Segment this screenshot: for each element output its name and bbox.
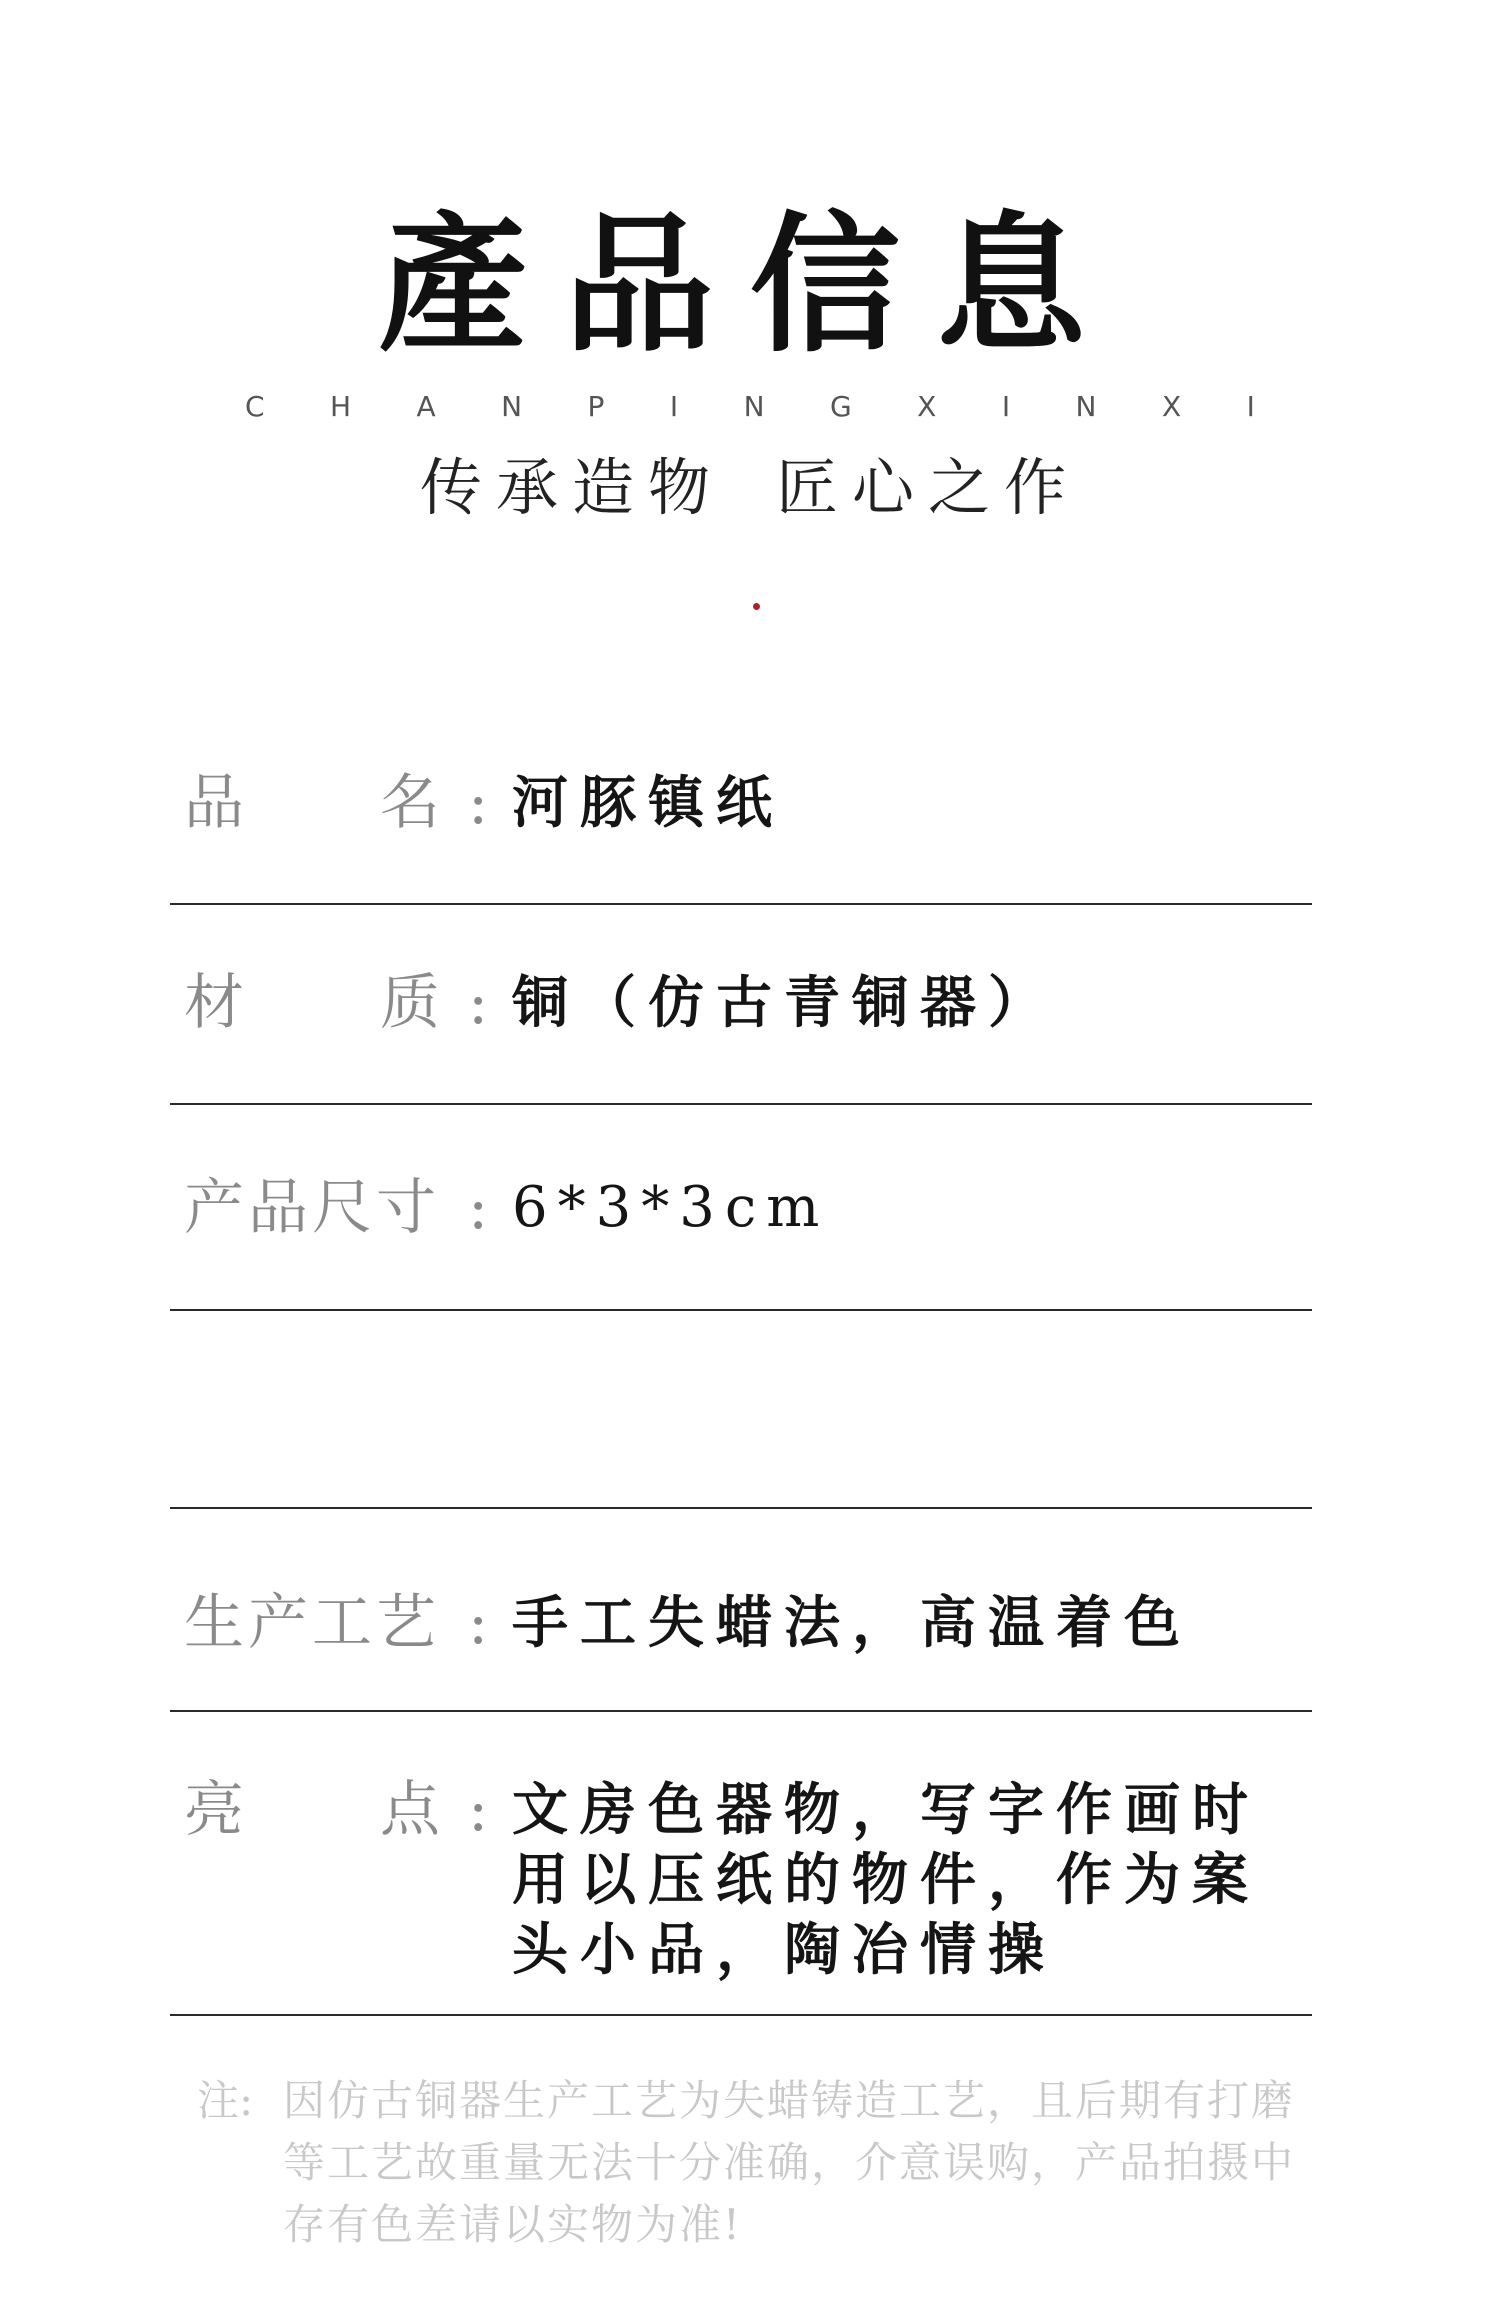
slogan-left: 传承造物 [419,451,724,524]
label-text: 生产工艺 [184,1588,440,1658]
pinyin-letter: I [669,390,679,423]
label-char: 名 [380,768,440,838]
pinyin-letter: A [416,390,436,423]
pinyin-letter: G [830,390,852,423]
pinyin-letter: I [1001,390,1011,423]
pinyin-letter: I [1246,390,1255,423]
label-char: 材 [184,968,244,1038]
row-value-material: 铜（仿古青铜器） [512,970,1056,1036]
label-char: 点 [380,1775,440,1845]
label-colon: : [468,1588,489,1658]
accent-dot [752,602,762,612]
row-value-size: 6*3*3cm [512,1175,830,1240]
row-divider [170,1103,1312,1105]
label-colon: : [468,768,489,838]
label-char: 质 [380,968,440,1038]
row-value-craft: 手工失蜡法，高温着色 [512,1590,1192,1656]
row-value-highlight: 文房色器物，写字作画时用以压纸的物件，作为案头小品，陶冶情操 [512,1777,1260,1983]
pinyin-letter: N [743,390,765,423]
label-text: 产品尺寸 [184,1173,440,1243]
row-divider [170,1710,1312,1712]
pinyin-letter: H [330,390,352,423]
row-divider [170,1507,1312,1509]
label-char: 亮 [184,1775,244,1845]
pinyin-letter: X [917,390,937,423]
note-text: 因仿古铜器生产工艺为失蜡铸造工艺，且后期有打磨等工艺故重量无法十分准确，介意误购，产品拍摄中存有色差请以实物为准! [283,2076,1296,2249]
row-divider [170,1309,1312,1311]
slogan [0,448,1500,528]
pinyin-letter: C [245,390,265,423]
pinyin-letter: N [1075,390,1097,423]
label-colon: : [468,968,489,1038]
pinyin-letter: N [501,390,523,423]
row-divider [170,903,1312,905]
label-colon: : [468,1775,489,1845]
label-char: 品 [184,768,244,838]
note-label: 注: [197,2076,254,2125]
row-value-name: 河豚镇纸 [512,770,784,836]
row-label-craft [184,1588,489,1658]
row-divider [170,2014,1312,2016]
page-title: 產品信息 [377,197,1122,373]
pinyin-letter: P [587,390,605,423]
label-colon: : [468,1173,489,1243]
pinyin-letter: X [1161,390,1182,423]
row-label-size [184,1173,489,1243]
slogan-right: 匠心之作 [776,451,1081,524]
pinyin-subtitle [245,392,1255,422]
